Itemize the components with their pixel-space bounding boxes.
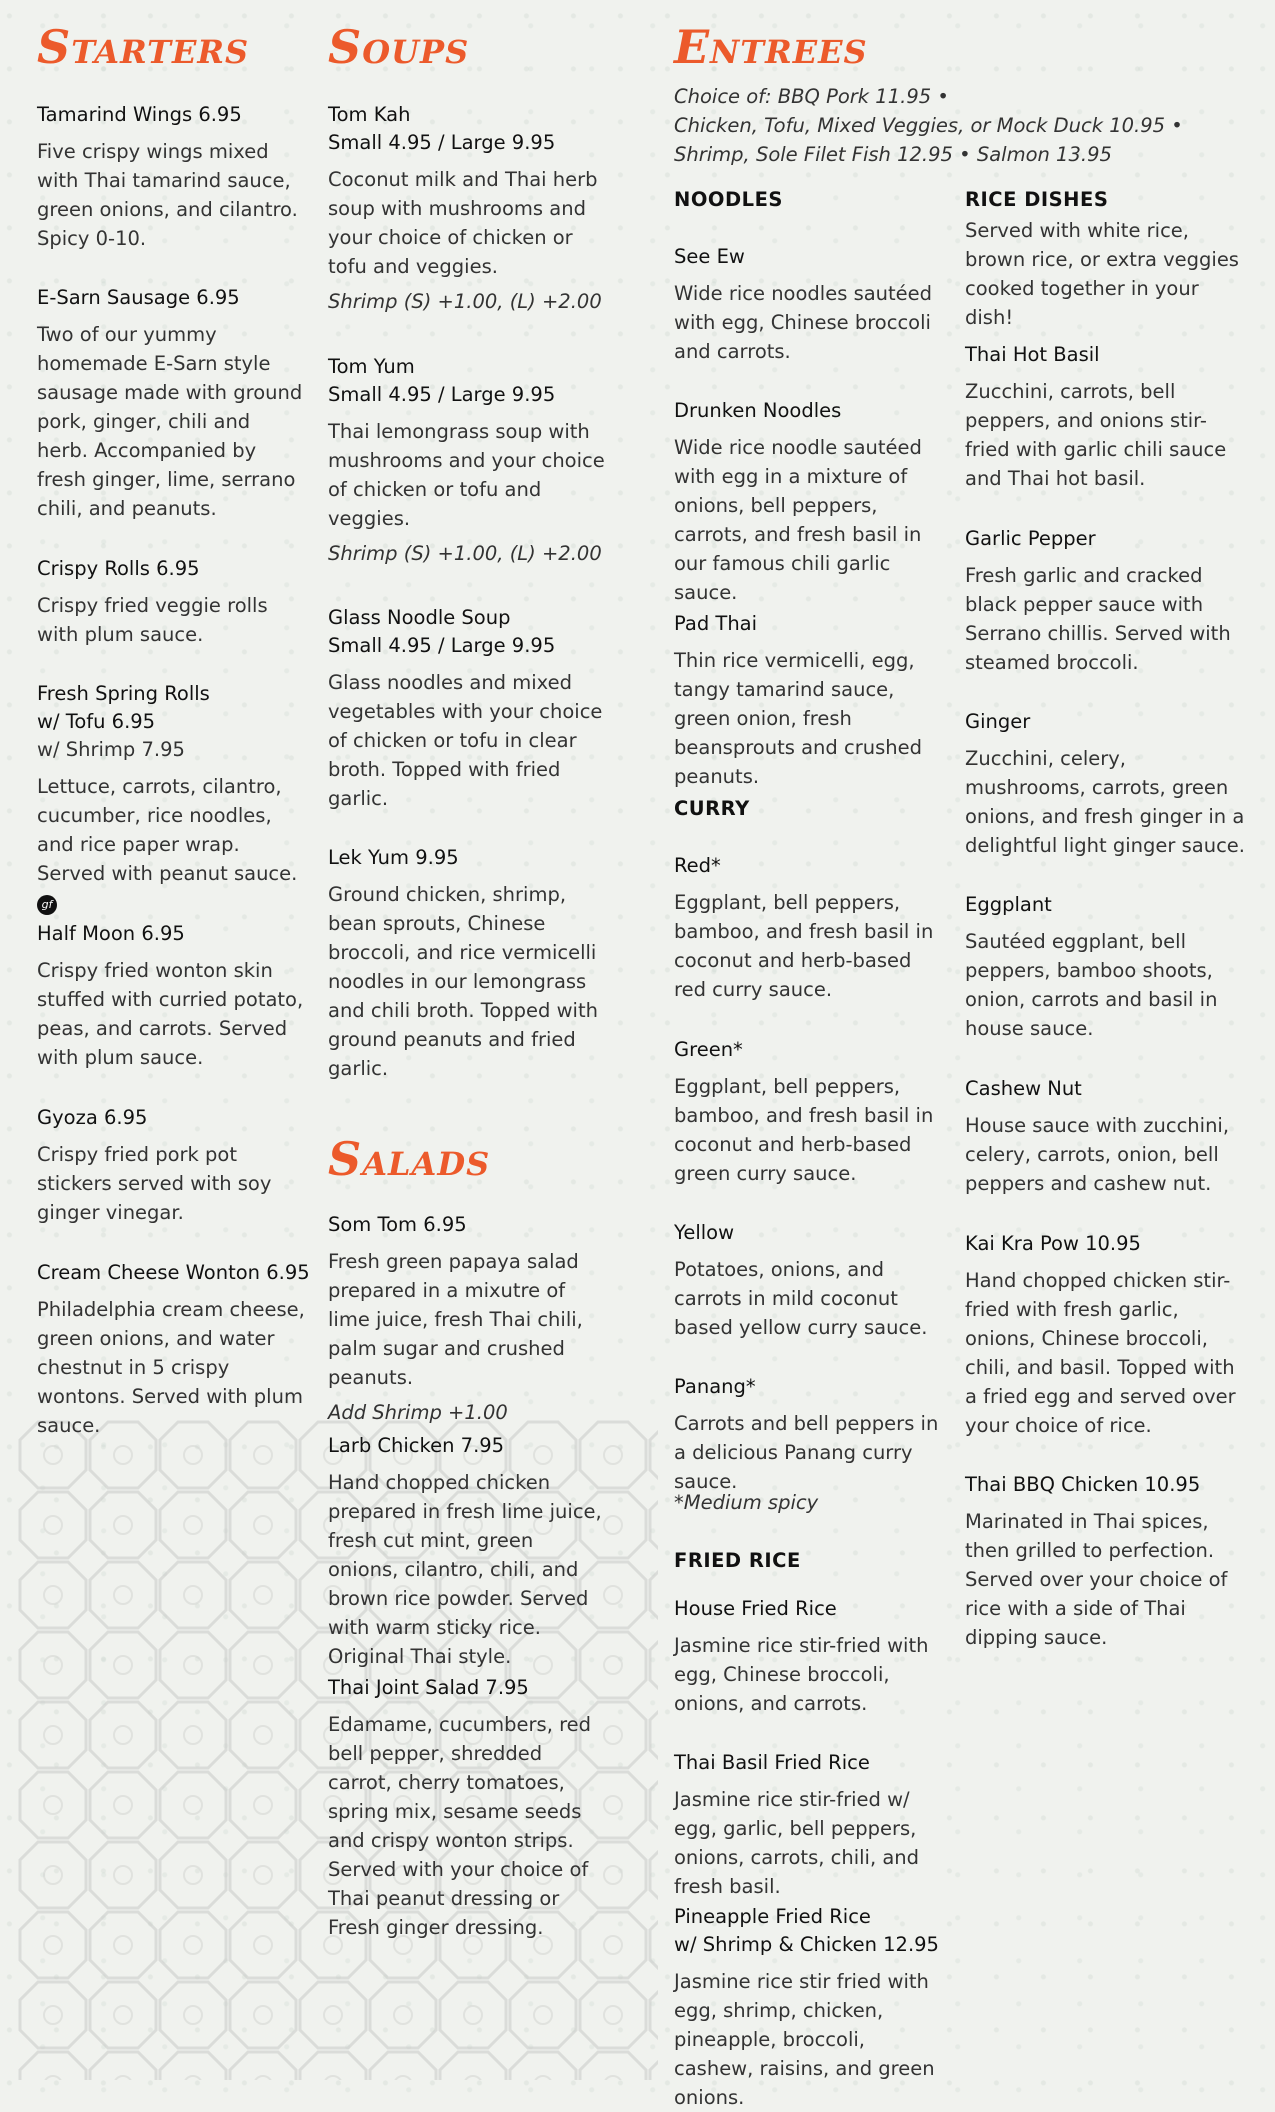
- menu-item-e-sarn-sausage: [37, 284, 307, 523]
- menu-item-lek-yum: [328, 844, 608, 1083]
- item-name: Som Tom 6.95: [328, 1213, 467, 1236]
- menu-item-pineapple-fried-rice: [674, 1903, 946, 2112]
- menu-item-cream-cheese-wonton: [37, 1259, 312, 1440]
- item-name: Thai BBQ Chicken 10.95: [965, 1473, 1201, 1496]
- item-note: Add Shrimp +1.00: [328, 1401, 508, 1424]
- item-desc: Edamame, cucumbers, red bell pepper, shredded carrot, cherry tomatoes, spring mix, sesame seeds and crispy wonton strips. Served with your choice of Thai peanut dressing or Fresh ginger dressing.: [328, 1713, 592, 1939]
- item-name: Yellow: [674, 1221, 735, 1244]
- item-name: Lek Yum 9.95: [328, 846, 459, 869]
- item-desc: Wide rice noodle sautéed with egg in a mixture of onions, bell peppers, carrots, and fresh basil in our famous chili garlic sauce.: [674, 436, 922, 604]
- item-price-tofu: w/ Tofu 6.95: [37, 710, 156, 733]
- choice-line: Shrimp, Sole Filet Fish 12.95 • Salmon 13.95: [674, 143, 1112, 166]
- item-name: Crispy Rolls 6.95: [37, 557, 200, 580]
- item-desc: Carrots and bell peppers in a delicious Panang curry sauce.: [674, 1412, 939, 1493]
- item-desc: Glass noodles and mixed vegetables with your choice of chicken or tofu in clear broth. Topped with fried garlic.: [328, 671, 603, 810]
- item-desc: Two of our yummy homemade E-Sarn style sausage made with ground pork, ginger, chili and herb. Accompanied by fresh ginger, lime, serrano chili, and peanuts.: [37, 323, 303, 520]
- starters-heading: Starters: [37, 20, 250, 74]
- item-name: Kai Kra Pow 10.95: [965, 1232, 1141, 1255]
- noodles-heading: NOODLES: [674, 188, 783, 211]
- item-name: Pad Thai: [674, 612, 758, 635]
- item-name: Tom Kah: [328, 103, 411, 126]
- curry-heading: CURRY: [674, 797, 750, 820]
- menu-item-som-tom: [328, 1211, 608, 1427]
- item-name: Eggplant: [965, 893, 1052, 916]
- menu-item-thai-basil-fried-rice: [674, 1749, 946, 1901]
- item-name: Tom Yum: [328, 355, 415, 378]
- menu-item-green-curry: [674, 1036, 946, 1188]
- item-desc: Sautéed eggplant, bell peppers, bamboo shoots, onion, carrots and basil in house sauce.: [965, 930, 1218, 1040]
- menu-item-panang-curry: [674, 1373, 946, 1496]
- item-price: Small 4.95 / Large 9.95: [328, 131, 556, 154]
- item-desc: Hand chopped chicken prepared in fresh lime juice, fresh cut mint, green onions, cilantro, chili, and brown rice powder. Served with warm sticky rice. Original Thai style.: [328, 1471, 602, 1668]
- menu-item-ginger: [965, 708, 1250, 860]
- item-name: Fresh Spring Rolls: [37, 682, 210, 705]
- item-name: Larb Chicken 7.95: [328, 1434, 505, 1457]
- spice-level: Spicy 0-10.: [37, 227, 147, 250]
- item-desc: Zucchini, carrots, bell peppers, and onions stir-fried with garlic chili sauce and Thai hot basil.: [965, 380, 1227, 490]
- item-name: Green*: [674, 1038, 743, 1061]
- item-desc: Coconut milk and Thai herb soup with mushrooms and your choice of chicken or tofu and veggies.: [328, 168, 598, 278]
- entrees-heading: Entrees: [674, 20, 868, 74]
- rice-dishes-heading: RICE DISHES: [965, 188, 1109, 211]
- item-desc: Potatoes, onions, and carrots in mild coconut based yellow curry sauce.: [674, 1258, 928, 1339]
- gluten-free-icon: gf: [37, 895, 57, 915]
- menu-item-gyoza: [37, 1104, 307, 1227]
- item-name: See Ew: [674, 245, 745, 268]
- item-desc: Eggplant, bell peppers, bamboo, and fresh basil in coconut and herb-based green curry sauce.: [674, 1075, 934, 1185]
- item-desc: Eggplant, bell peppers, bamboo, and fresh basil in coconut and herb-based red curry sauce.: [674, 891, 934, 1001]
- item-name: Tamarind Wings 6.95: [37, 103, 242, 126]
- item-price: Small 4.95 / Large 9.95: [328, 634, 556, 657]
- item-name: Half Moon 6.95: [37, 922, 185, 945]
- menu-item-glass-noodle-soup: [328, 604, 608, 813]
- item-note: Shrimp (S) +1.00, (L) +2.00: [328, 542, 602, 565]
- menu-item-drunken-noodles: [674, 397, 946, 607]
- item-price: Small 4.95 / Large 9.95: [328, 383, 556, 406]
- item-price: w/ Shrimp & Chicken 12.95: [674, 1933, 939, 1956]
- item-desc: House sauce with zucchini, celery, carrots, onion, bell peppers and cashew nut.: [965, 1114, 1230, 1195]
- item-name: Pineapple Fried Rice: [674, 1905, 871, 1928]
- item-note: Shrimp (S) +1.00, (L) +2.00: [328, 290, 602, 313]
- item-name: Gyoza 6.95: [37, 1106, 148, 1129]
- salads-heading: Salads: [328, 1132, 491, 1186]
- item-desc: Lettuce, carrots, cilantro, cucumber, rice noodles, and rice paper wrap. Served with peanut sauce. gf: [37, 772, 307, 917]
- item-name: Drunken Noodles: [674, 399, 842, 422]
- menu-item-tom-kah: [328, 101, 608, 316]
- entree-protein-choices: [674, 82, 1254, 169]
- item-name: Ginger: [965, 710, 1031, 733]
- item-name: Red*: [674, 854, 721, 877]
- menu-item-thai-bbq-chicken: [965, 1471, 1250, 1652]
- item-desc: Jasmine rice stir fried with egg, shrimp, chicken, pineapple, broccoli, cashew, raisins, and green onions.: [674, 1970, 935, 2109]
- item-desc: Jasmine rice stir-fried with egg, Chinese broccoli, onions, and carrots.: [674, 1634, 929, 1715]
- item-desc: Philadelphia cream cheese, green onions, and water chestnut in 5 crispy wontons. Served with plum sauce.: [37, 1298, 305, 1437]
- menu-item-tom-yum: [328, 353, 608, 568]
- menu-item-tamarind-wings: [37, 101, 307, 253]
- item-desc: Fresh garlic and cracked black pepper sauce with Serrano chillis. Served with steamed broccoli.: [965, 564, 1231, 674]
- choice-line: Choice of: BBQ Pork 11.95 •: [674, 85, 949, 108]
- item-name: Thai Hot Basil: [965, 343, 1100, 366]
- menu-item-half-moon: [37, 920, 307, 1072]
- rice-dishes-intro: Served with white rice, brown rice, or extra veggies cooked together in your dish!: [965, 219, 1239, 329]
- item-name: Glass Noodle Soup: [328, 606, 511, 629]
- item-name: Panang*: [674, 1375, 756, 1398]
- menu-item-thai-joint-salad: [328, 1674, 608, 1942]
- fried-rice-heading: FRIED RICE: [674, 1549, 801, 1572]
- menu-item-house-fried-rice: [674, 1595, 946, 1718]
- item-desc: Ground chicken, shrimp, bean sprouts, Chinese broccoli, and rice vermicelli noodles in our lemongrass and chili broth. Topped with ground peanuts and fried garlic.: [328, 883, 598, 1080]
- item-desc: Crispy fried veggie rolls with plum sauce.: [37, 594, 268, 646]
- item-desc: Hand chopped chicken stir-fried with fresh garlic, onions, Chinese broccoli, chili, and basil. Topped with a fried egg and served over your choice of rice.: [965, 1269, 1236, 1437]
- item-desc: Crispy fried wonton skin stuffed with curried potato, peas, and carrots. Served with plum sauce.: [37, 959, 304, 1069]
- menu-item-see-ew: [674, 243, 946, 366]
- item-desc: Crispy fried pork pot stickers served with soy ginger vinegar.: [37, 1143, 272, 1224]
- menu-item-crispy-rolls: [37, 555, 307, 649]
- item-name: Cashew Nut: [965, 1077, 1082, 1100]
- menu-item-thai-hot-basil: [965, 341, 1250, 493]
- menu-item-garlic-pepper: [965, 525, 1250, 677]
- item-desc: Marinated in Thai spices, then grilled to perfection. Served over your choice of rice with a side of Thai dipping sauce.: [965, 1510, 1228, 1649]
- spicy-footnote: *Medium spicy: [674, 1491, 819, 1514]
- menu-item-red-curry: [674, 852, 946, 1004]
- item-name: E-Sarn Sausage 6.95: [37, 286, 240, 309]
- item-desc: Thin rice vermicelli, egg, tangy tamarind sauce, green onion, fresh beansprouts and crushed peanuts.: [674, 649, 922, 788]
- item-name: Garlic Pepper: [965, 527, 1096, 550]
- menu-item-eggplant: [965, 891, 1250, 1043]
- menu-item-cashew-nut: [965, 1075, 1250, 1198]
- menu-item-larb-chicken: [328, 1432, 608, 1671]
- item-desc: Fresh green papaya salad prepared in a mixutre of lime juice, fresh Thai chili, palm sugar and crushed peanuts.: [328, 1250, 583, 1389]
- choice-line: Chicken, Tofu, Mixed Veggies, or Mock Duck 10.95 •: [674, 114, 1183, 137]
- item-price-shrimp: w/ Shrimp 7.95: [37, 738, 185, 761]
- item-desc: Jasmine rice stir-fried w/ egg, garlic, bell peppers, onions, carrots, chili, and fresh basil.: [674, 1788, 920, 1898]
- item-name: Cream Cheese Wonton 6.95: [37, 1261, 310, 1284]
- item-desc: Thai lemongrass soup with mushrooms and your choice of chicken or tofu and veggies.: [328, 420, 605, 530]
- item-desc: Zucchini, celery, mushrooms, carrots, green onions, and fresh ginger in a delightful light ginger sauce.: [965, 747, 1245, 857]
- menu-item-pad-thai: [674, 610, 946, 791]
- item-desc: Wide rice noodles sautéed with egg, Chinese broccoli and carrots.: [674, 282, 933, 363]
- menu-item-fresh-spring-rolls: [37, 680, 307, 917]
- soups-heading: Soups: [328, 20, 470, 74]
- item-name: Thai Basil Fried Rice: [674, 1751, 870, 1774]
- item-name: Thai Joint Salad 7.95: [328, 1676, 529, 1699]
- menu-item-yellow-curry: [674, 1219, 946, 1342]
- item-name: House Fried Rice: [674, 1597, 837, 1620]
- menu-item-kai-kra-pow: [965, 1230, 1250, 1440]
- item-desc: Five crispy wings mixed with Thai tamarind sauce, green onions, and cilantro.: [37, 140, 298, 221]
